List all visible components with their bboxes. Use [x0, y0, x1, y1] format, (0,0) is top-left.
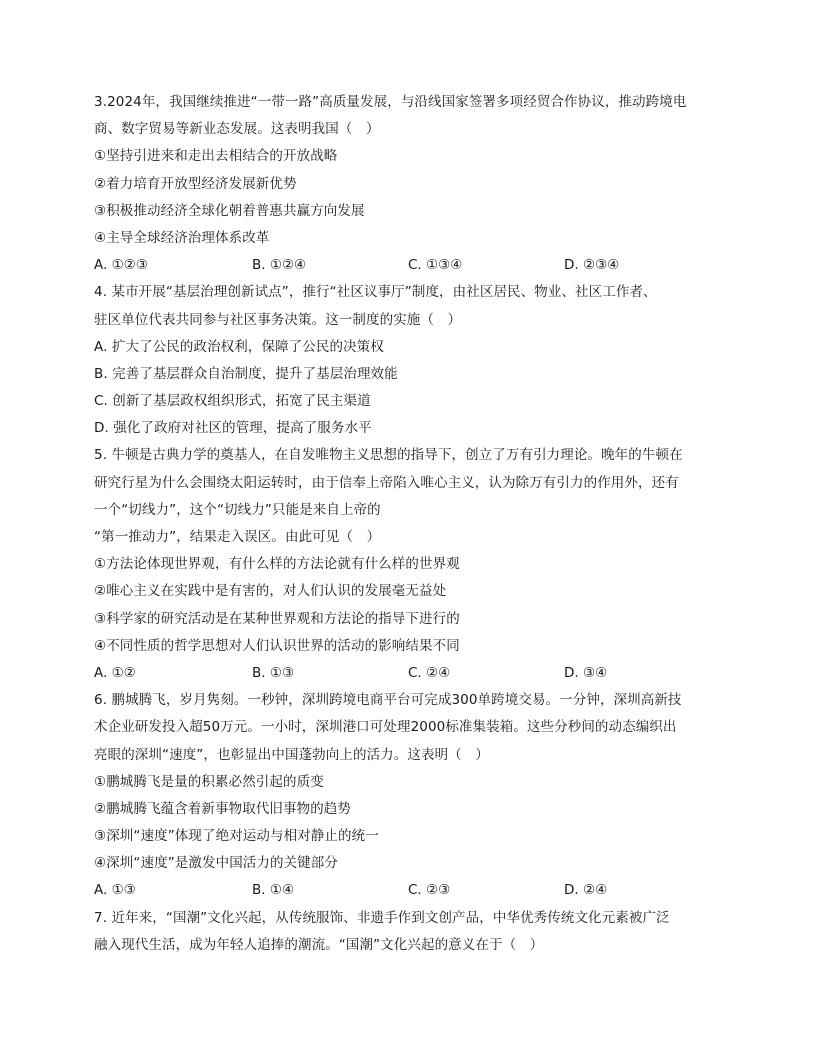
- option-a: A. ①③: [94, 882, 136, 899]
- option-a: A. ①②③: [94, 257, 148, 274]
- question-7: [94, 905, 718, 959]
- choice-d: D. 强化了政府对社区的管理，提高了服务水平: [94, 420, 372, 437]
- statement: ③积极推动经济全球化朝着普惠共赢方向发展: [94, 202, 365, 219]
- option-d: D. ②③④: [564, 257, 620, 274]
- question-stem: 融入现代生活，成为年轻人追捧的潮流。“国潮”文化兴起的意义在于（ ）: [94, 936, 544, 953]
- option-c: C. ①③④: [408, 257, 463, 274]
- question-3: [94, 89, 718, 279]
- question-4: [94, 279, 718, 442]
- statement: ④不同性质的哲学思想对人们认识世界的活动的影响结果不同: [94, 637, 460, 654]
- statement: ②鹏城腾飞蕴含着新事物取代旧事物的趋势: [94, 800, 352, 817]
- answer-options: [94, 877, 718, 904]
- statement: ④深圳“速度”是激发中国活力的关键部分: [94, 855, 338, 872]
- question-stem: 术企业研发投入超50万元。一小时，深圳港口可处理2000标准集装箱。这些分秒间的动态编织出: [94, 719, 677, 736]
- answer-options: [94, 252, 718, 279]
- statement: ①坚持引进来和走出去相结合的开放战略: [94, 148, 338, 165]
- option-b: B. ①②④: [252, 257, 307, 274]
- choice-a: A. 扩大了公民的政治权利，保障了公民的决策权: [94, 338, 384, 355]
- option-c: C. ②③: [408, 882, 451, 899]
- statement: ②着力培育开放型经济发展新优势: [94, 175, 297, 192]
- statement: ④主导全球经济治理体系改革: [94, 229, 270, 246]
- option-b: B. ①④: [252, 882, 295, 899]
- answer-options: [94, 660, 718, 687]
- question-6: [94, 687, 718, 905]
- statement: ③深圳“速度”体现了绝对运动与相对静止的统一: [94, 828, 379, 845]
- option-d: D. ②④: [564, 882, 608, 899]
- document-page: [94, 89, 718, 959]
- statement: ①鹏城腾飞是量的积累必然引起的质变: [94, 773, 324, 790]
- question-stem: 3.2024年，我国继续推进“一带一路”高质量发展，与沿线国家签署多项经贸合作协议，推动跨境电: [94, 94, 687, 110]
- option-b: B. ①③: [252, 664, 295, 681]
- choice-c: C. 创新了基层政权组织形式，拓宽了民主渠道: [94, 393, 371, 410]
- question-stem: 研究行星为什么会围绕太阳运转时，由于信奉上帝陷入唯心主义，认为除万有引力的作用外，还有: [94, 474, 679, 491]
- choice-b: B. 完善了基层群众自治制度，提升了基层治理效能: [94, 365, 398, 382]
- question-stem: 商、数字贸易等新业态发展。这表明我国（ ）: [94, 121, 380, 138]
- question-stem: 亮眼的深圳“速度”，也彰显出中国蓬勃向上的活力。这表明（ ）: [94, 746, 489, 763]
- statement: ③科学家的研究活动是在某种世界观和方法论的指导下进行的: [94, 610, 460, 627]
- question-stem: 5. 牛顿是古典力学的奠基人，在自发唯物主义思想的指导下，创立了万有引力理论。晚年的牛顿在: [94, 447, 683, 464]
- option-c: C. ②④: [408, 664, 451, 681]
- question-stem: 驻区单位代表共同参与社区事务决策。这一制度的实施（ ）: [94, 311, 462, 328]
- statement: ①方法论体现世界观，有什么样的方法论就有什么样的世界观: [94, 556, 460, 573]
- option-a: A. ①②: [94, 664, 136, 681]
- question-stem: 7. 近年来，“国潮”文化兴起，从传统服饰、非遗手作到文创产品，中华优秀传统文化元素被广泛: [94, 909, 670, 926]
- question-stem: 一个“切线力”，这个“切线力”只能是来自上帝的: [94, 501, 381, 518]
- question-stem: 6. 鹏城腾飞，岁月隽刻。一秒钟，深圳跨境电商平台可完成300单跨境交易。一分钟，深圳高新技: [94, 692, 682, 709]
- option-d: D. ③④: [564, 664, 608, 681]
- question-stem: “第一推动力”，结果走入误区。由此可见（ ）: [94, 529, 381, 545]
- question-5: [94, 442, 718, 687]
- statement: ②唯心主义在实践中是有害的，对人们认识的发展毫无益处: [94, 583, 447, 600]
- question-stem: 4. 某市开展“基层治理创新试点”，推行“社区议事厅”制度，由社区居民、物业、社区工作者、: [94, 284, 657, 301]
